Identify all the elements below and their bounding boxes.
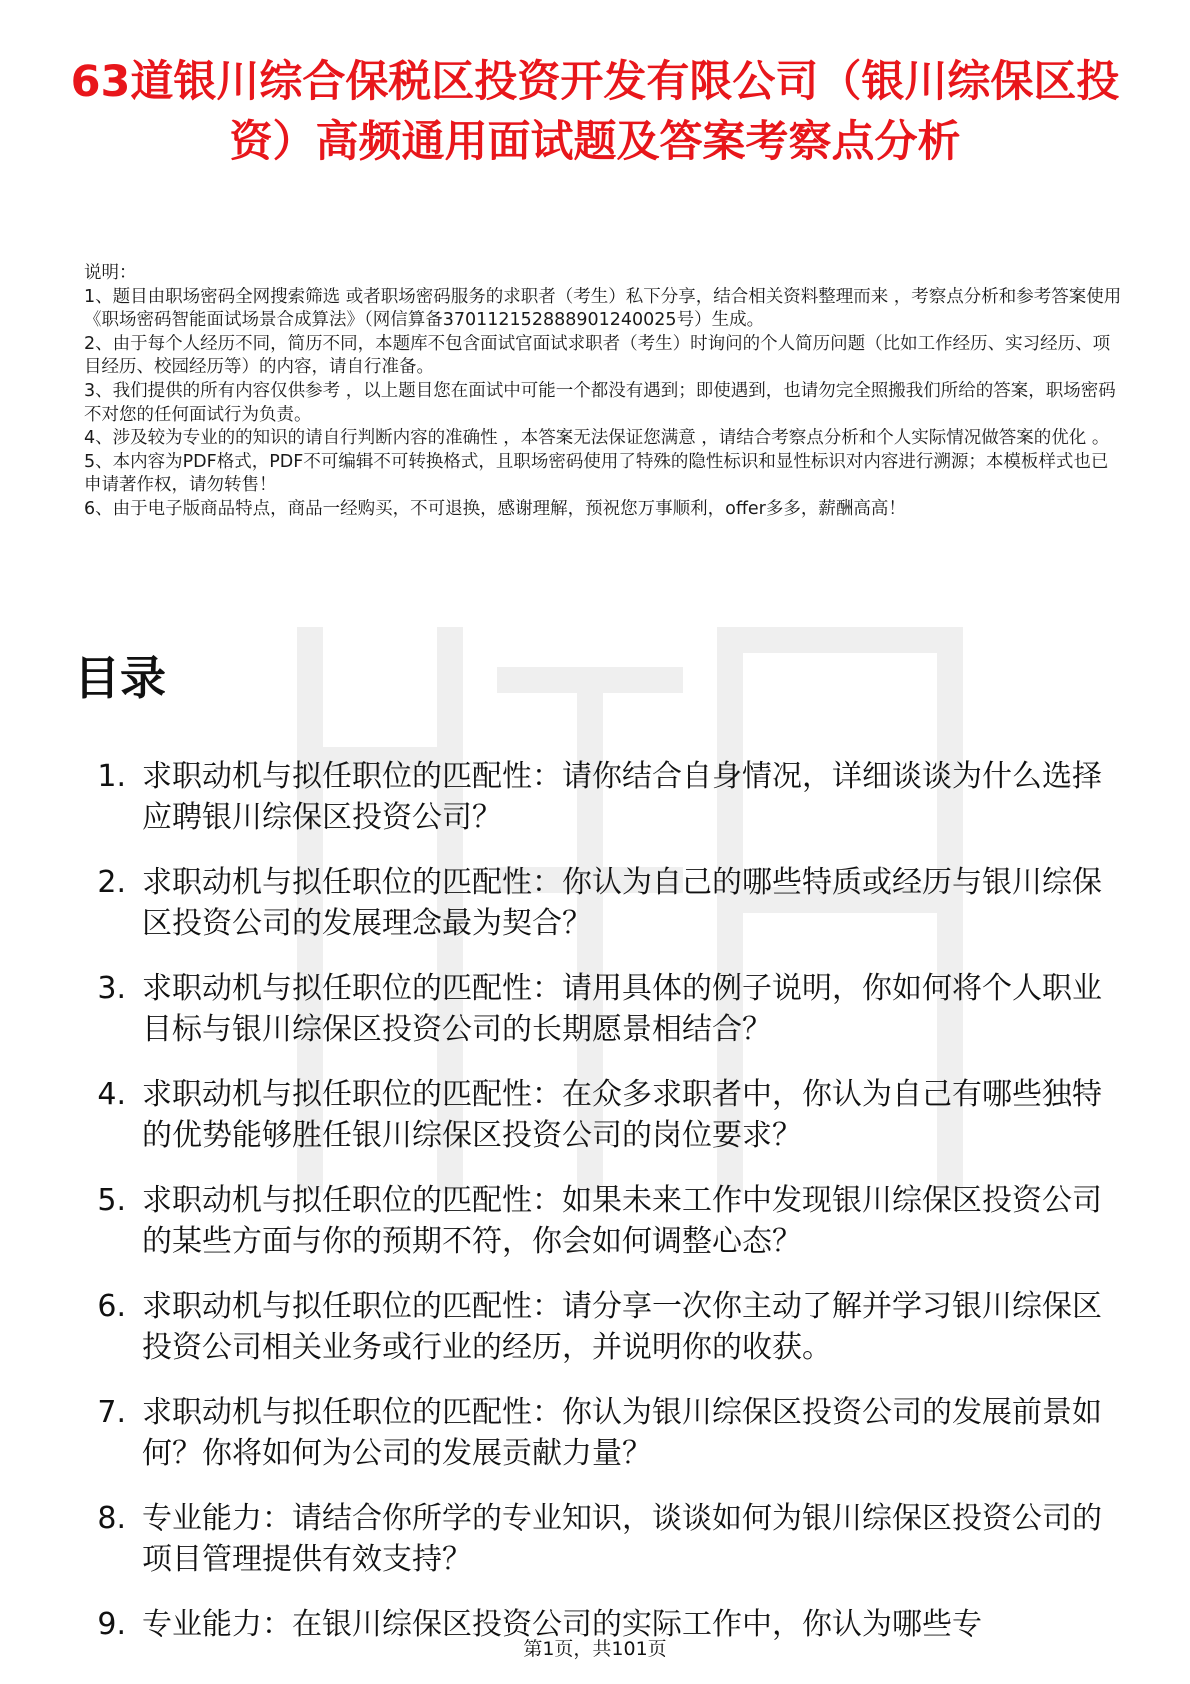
toc-item-text: 求职动机与拟任职位的匹配性：你认为银川综保区投资公司的发展前景如何？你将如何为公司的发展贡献力量？ <box>142 1395 1102 1471</box>
toc-item-number: 2. <box>97 865 126 900</box>
toc-item[interactable] <box>74 1498 1124 1580</box>
note-item: 6、由于电子版商品特点，商品一经购买，不可退换，感谢理解，预祝您万事顺利，offer多多，薪酬高高！ <box>84 498 906 519</box>
toc-item[interactable] <box>74 1392 1124 1474</box>
toc-item-number: 3. <box>97 971 126 1006</box>
table-of-contents <box>74 756 1124 1669</box>
toc-item-text: 求职动机与拟任职位的匹配性：请用具体的例子说明，你如何将个人职业目标与银川综保区投资公司的长期愿景相结合？ <box>142 971 1102 1047</box>
toc-item[interactable] <box>74 1180 1124 1262</box>
toc-item[interactable] <box>74 1286 1124 1368</box>
note-item: 4、涉及较为专业的的知识的请自行判断内容的准确性 ，本答案无法保证您满意 ，请结合考察点分析和个人实际情况做答案的优化 。 <box>84 428 1110 449</box>
toc-item-text: 求职动机与拟任职位的匹配性：请你结合自身情况，详细谈谈为什么选择应聘银川综保区投资公司？ <box>142 759 1102 835</box>
toc-item-text: 求职动机与拟任职位的匹配性：请分享一次你主动了解并学习银川综保区投资公司相关业务或行业的经历，并说明你的收获。 <box>142 1289 1102 1365</box>
toc-item-number: 4. <box>97 1077 126 1112</box>
toc-item[interactable] <box>74 968 1124 1050</box>
toc-item-number: 9. <box>97 1607 126 1642</box>
toc-item-number: 8. <box>97 1501 126 1536</box>
toc-item-number: 1. <box>97 759 126 794</box>
toc-item-text: 求职动机与拟任职位的匹配性：你认为自己的哪些特质或经历与银川综保区投资公司的发展理念最为契合？ <box>142 865 1102 941</box>
toc-item-number: 6. <box>97 1289 126 1324</box>
toc-item[interactable] <box>74 756 1124 838</box>
notes-heading: 说明： <box>84 263 137 283</box>
notes-section <box>84 262 1124 522</box>
toc-item[interactable] <box>74 862 1124 944</box>
note-item: 5、本内容为PDF格式，PDF不可编辑不可转换格式，且职场密码使用了特殊的隐性标识和显性标识对内容进行溯源；本模板样式也已申请著作权，请勿转售！ <box>84 451 1109 496</box>
toc-item-text: 专业能力：请结合你所学的专业知识，谈谈如何为银川综保区投资公司的项目管理提供有效支持？ <box>142 1501 1102 1577</box>
note-item: 1、题目由职场密码全网搜索筛选 或者职场密码服务的求职者（考生）私下分享，结合相关资料整理而来 ，考察点分析和参考答案使用《职场密码智能面试场景合成算法》（网信算备370112152888901240025号）生成。 <box>84 286 1122 331</box>
toc-item-text: 求职动机与拟任职位的匹配性：如果未来工作中发现银川综保区投资公司的某些方面与你的预期不符，你会如何调整心态？ <box>142 1183 1102 1259</box>
toc-item[interactable] <box>74 1074 1124 1156</box>
page-footer: 第1页，共101页 <box>523 1638 667 1660</box>
toc-item-number: 7. <box>97 1395 126 1430</box>
note-item: 3、我们提供的所有内容仅供参考 ，以上题目您在面试中可能一个都没有遇到；即使遇到，也请勿完全照搬我们所给的答案，职场密码不对您的任何面试行为负责。 <box>84 380 1116 425</box>
document-title: 63道银川综合保税区投资开发有限公司（银川综保区投资）高频通用面试题及答案考察点分析 <box>70 57 1120 167</box>
note-item: 2、由于每个人经历不同，简历不同，本题库不包含面试官面试求职者（考生）时询问的个人简历问题（比如工作经历、实习经历、项目经历、校园经历等）的内容，请自行准备。 <box>84 333 1111 378</box>
toc-item-text: 专业能力：在银川综保区投资公司的实际工作中，你认为哪些专 <box>142 1607 982 1642</box>
toc-item-number: 5. <box>97 1183 126 1218</box>
toc-item-text: 求职动机与拟任职位的匹配性：在众多求职者中，你认为自己有哪些独特的优势能够胜任银川综保区投资公司的岗位要求？ <box>142 1077 1102 1153</box>
toc-heading: 目录 <box>74 651 166 705</box>
